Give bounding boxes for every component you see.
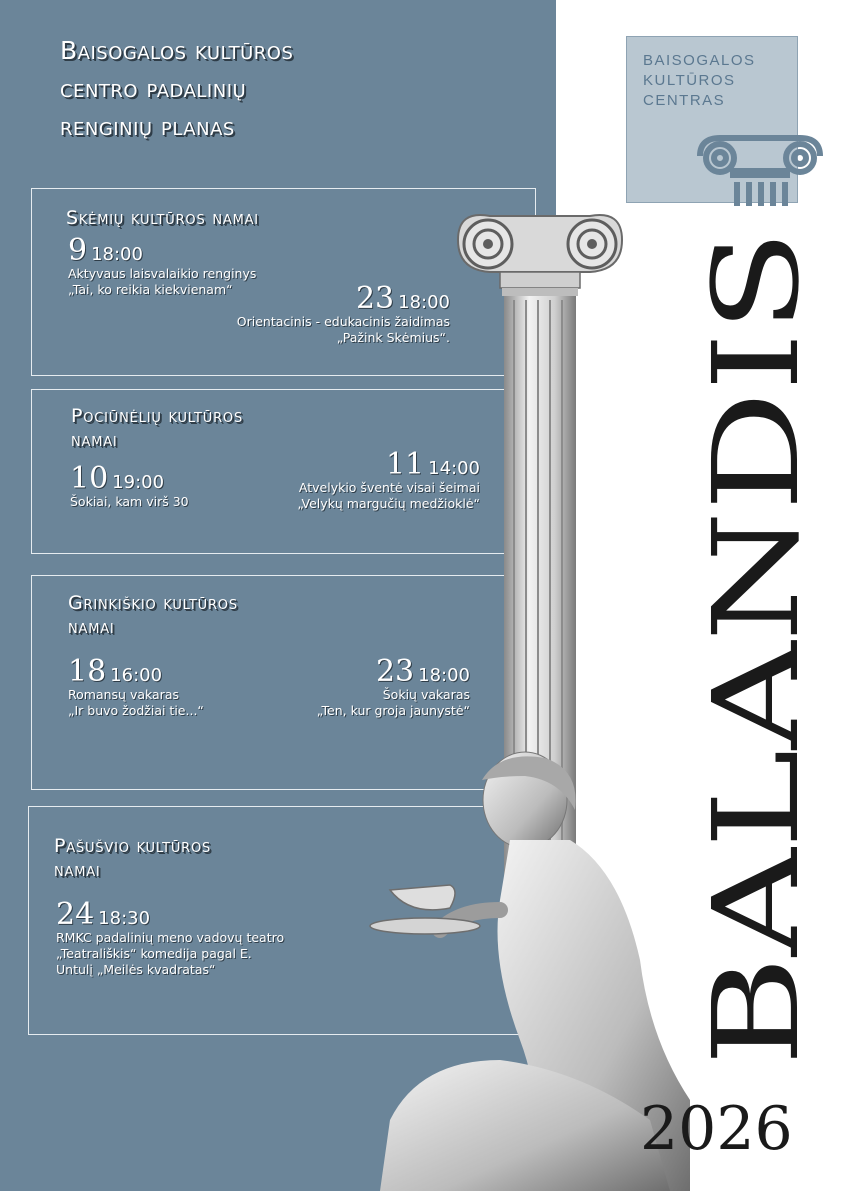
event-day: 24 — [56, 897, 95, 932]
logo-line-3: CENTRAS — [643, 92, 726, 109]
event-skemiai-23 — [236, 281, 450, 346]
event-desc: Šokiai, kam virš 30 — [70, 494, 189, 509]
ionic-capital-icon — [690, 128, 830, 208]
event-desc: Atvelykio šventė visai šeimai — [298, 480, 480, 495]
venue-title-grinkiskis — [68, 591, 238, 639]
event-time: 19:00 — [112, 472, 165, 493]
event-day: 10 — [70, 461, 109, 496]
event-desc: „Ten, kur groja jaunystė“ — [316, 703, 470, 718]
event-desc: „Tai, ko reikia kiekvienam“ — [68, 282, 233, 297]
event-desc: Aktyvaus laisvalaikio renginys — [68, 266, 257, 281]
event-desc: Orientacinis - edukacinis žaidimas — [236, 314, 450, 329]
title-line-3: renginių planas — [60, 112, 235, 141]
event-day: 23 — [355, 281, 395, 316]
event-desc: „Ir buvo žodžiai tie...“ — [68, 703, 204, 718]
month-title-svg — [687, 230, 825, 1070]
logo-line-2: KULTŪROS — [643, 72, 736, 89]
event-day: 23 — [375, 654, 415, 689]
logo-line-1: BAISOGALOS — [643, 52, 756, 69]
event-time: 18:00 — [398, 292, 450, 313]
statue-image — [350, 740, 690, 1191]
event-desc: „Teatrališkis“ komedija pagal E. — [56, 946, 252, 961]
event-desc: Romansų vakaras — [68, 687, 179, 702]
venue-title-line: namai — [54, 859, 101, 881]
event-day: 9 — [68, 233, 88, 268]
venue-title-line: Pociūnėlių kultūros — [71, 405, 244, 427]
event-time: 14:00 — [428, 458, 480, 479]
venue-title-line: Grinkiškio kultūros — [68, 592, 238, 614]
event-desc: „Velykų margučių medžioklė“ — [297, 496, 480, 511]
event-time: 18:00 — [91, 244, 143, 265]
venue-title-line: namai — [71, 429, 118, 451]
page-title — [60, 32, 530, 146]
month-title — [687, 230, 825, 1070]
event-time: 18:00 — [418, 665, 470, 686]
title-line-1: Baisogalos kultūros — [60, 36, 294, 65]
venue-title-skemiai: Skėmių kultūros namai — [66, 207, 259, 229]
event-desc: RMKC padalinių meno vadovų teatro — [56, 930, 285, 945]
venue-title-line: namai — [68, 616, 115, 638]
event-grinkiskis-18 — [68, 654, 204, 719]
title-line-2: centro padalinių — [60, 74, 247, 103]
event-desc: Untulį „Meilės kvadratas“ — [56, 962, 216, 977]
year: 2026 — [640, 1094, 793, 1164]
event-time: 18:30 — [98, 908, 151, 929]
event-desc: Šokių vakaras — [382, 687, 470, 702]
event-time: 16:00 — [110, 665, 163, 686]
logo-text — [643, 51, 756, 111]
venue-title-pasusvis — [54, 834, 211, 882]
event-desc: „Pažink Skėmius“. — [336, 330, 450, 345]
venue-title-pociuneliai — [71, 404, 243, 452]
month-text: BALANDIS — [687, 405, 825, 1066]
event-day: 18 — [68, 654, 107, 689]
event-skemiai-9 — [68, 233, 257, 298]
event-pociuneliai-10 — [70, 461, 189, 510]
event-day: 11 — [385, 447, 425, 482]
event-pasusvis-24 — [56, 897, 285, 978]
venue-title-line: Pašušvio kultūros — [54, 835, 212, 857]
event-grinkiskis-23 — [316, 654, 470, 719]
